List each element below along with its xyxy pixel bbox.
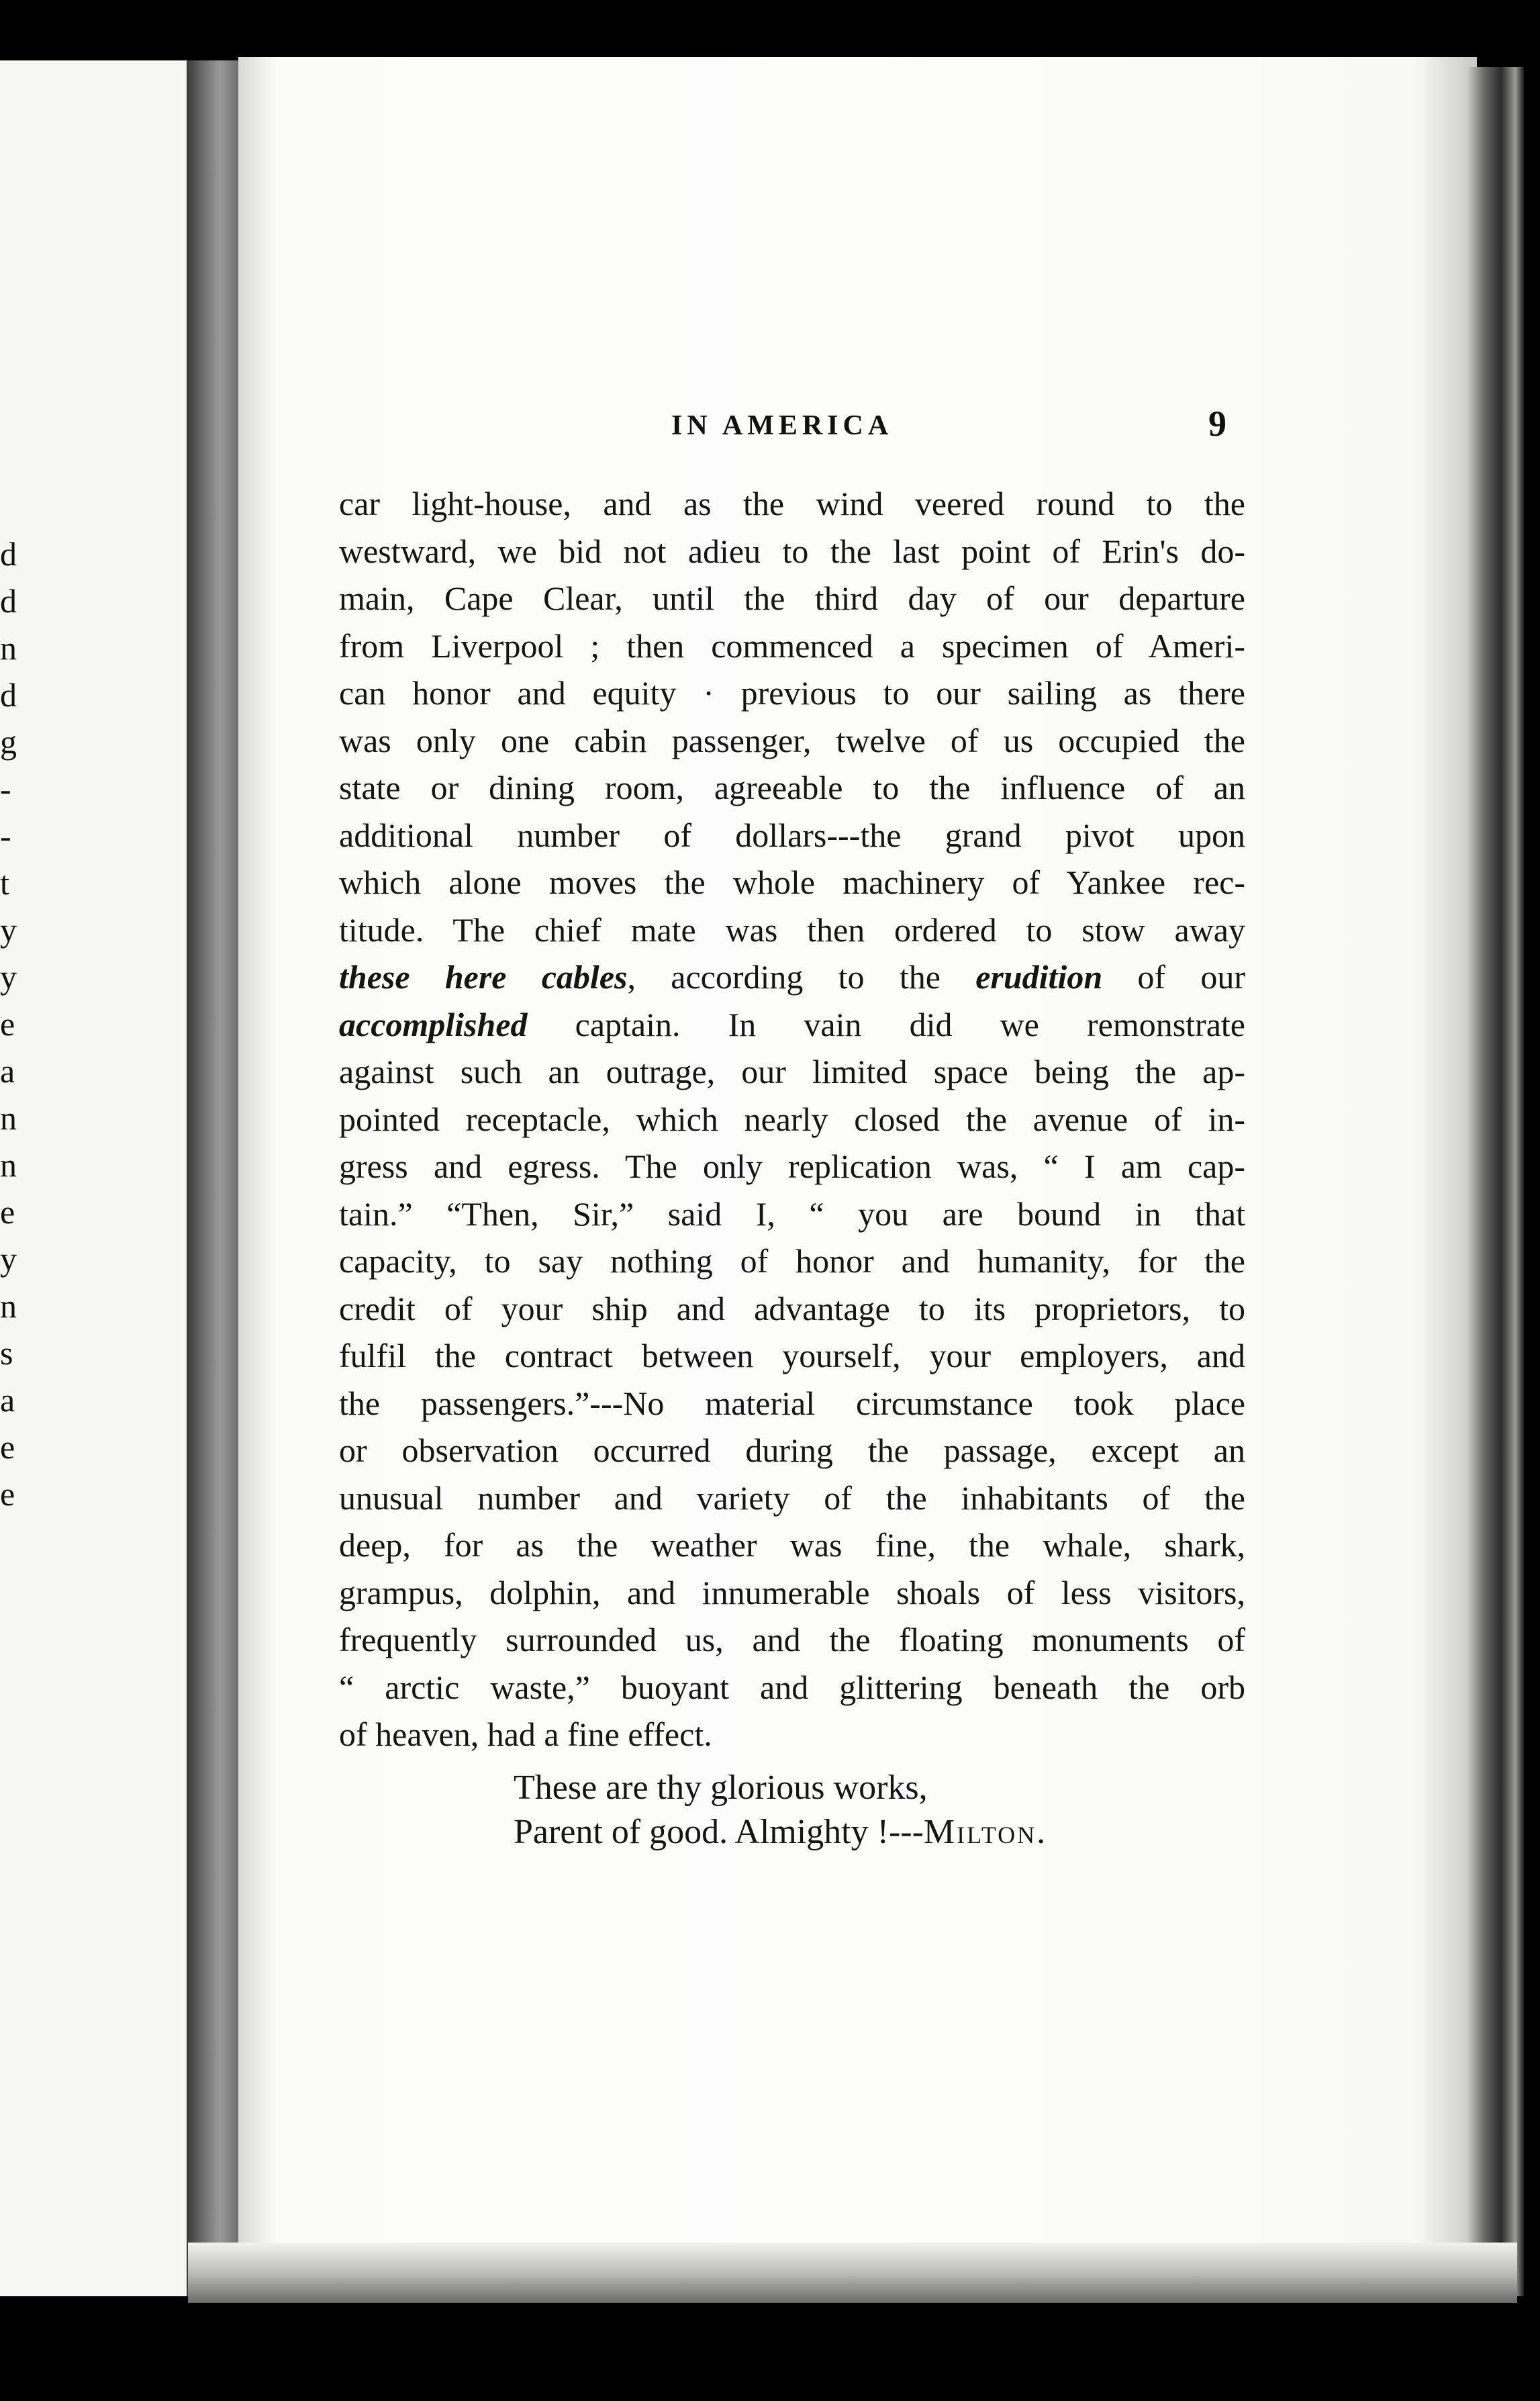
text-line: titude. The chief mate was then ordered to stow away [339,910,1245,949]
text-line: capacity, to say nothing of honor and humanity, for the [339,1242,1245,1280]
edge-char: d [0,676,17,714]
bottom-page-edge [188,2243,1517,2303]
line-segment: , according to the [627,958,976,996]
edge-char: y [0,911,17,949]
left-page-edge-text [0,530,27,1517]
text-line: against such an outrage, our limited space being the ap- [339,1053,1245,1090]
text-line: was only one cabin passenger, twelve of us occupied the [339,721,1245,759]
italic-phrase: erudition [975,958,1103,996]
page-edge-stack [1467,67,1524,2296]
text-line: tain.” “Then, Sir,” said I, “ you are bound in that [339,1194,1245,1233]
text-line: grampus, dolphin, and innumerable shoals of less visitors, [339,1573,1245,1611]
edge-char: - [0,770,11,808]
quote-author: Milton. [923,1813,1048,1851]
text-line: deep, for as the weather was fine, the whale, shark, [339,1526,1245,1564]
text-line: westward, we bid not adieu to the last point of Erin's do- [339,532,1245,570]
text-line: of heaven, had a fine effect. [339,1715,712,1753]
edge-char: a [0,1381,15,1419]
edge-char: e [0,1005,15,1043]
text-line: frequently surrounded us, and the floating monuments of [339,1621,1245,1658]
text-line: “ arctic waste,” buoyant and glittering beneath the orb [339,1668,1245,1706]
line-segment: of our [1102,958,1245,996]
edge-char: - [0,817,11,855]
edge-char: n [0,629,17,667]
text-line: can honor and equity · previous to our sailing as there [339,674,1245,712]
text-line: fulfil the contract between yourself, your employers, and [339,1337,1245,1374]
edge-char: e [0,1428,15,1466]
text-line: which alone moves the whole machinery of Yankee rec- [339,863,1245,901]
edge-char: s [0,1334,13,1372]
left-page-fragment [0,60,201,2296]
edge-char: g [0,723,17,761]
edge-char: t [0,864,9,902]
text-line: main, Cape Clear, until the third day of our departure [339,579,1245,617]
text-line: unusual number and variety of the inhabitants of the [339,1478,1245,1517]
text-line: state or dining room, agreeable to the influence of an [339,769,1245,806]
page-number: 9 [1208,404,1226,444]
verse-quotation [514,1766,1252,1854]
line-segment: captain. In vain did we remonstrate [527,1005,1245,1043]
italic-phrase: accomplished [339,1005,528,1043]
edge-char: n [0,1146,17,1184]
edge-char: n [0,1287,17,1325]
text-line: or observation occurred during the passage, except an [339,1431,1245,1469]
text-line: credit of your ship and advantage to its proprietors, to [339,1289,1245,1327]
text-line: pointed receptacle, which nearly closed the avenue of in- [339,1100,1245,1138]
text-line: the passengers.”---No material circumstance took place [339,1384,1245,1422]
text-line [339,953,1245,1001]
edge-char: e [0,1193,15,1231]
quote-line: These are thy glorious works, [514,1769,928,1807]
text-line: from Liverpool ; then commenced a specimen of Ameri- [339,626,1245,665]
edge-char: n [0,1099,17,1137]
edge-char: d [0,535,17,573]
edge-char: y [0,1240,17,1278]
running-head: IN AMERICA [671,410,894,441]
edge-char: a [0,1052,15,1090]
text-line: car light-house, and as the wind veered round to the [339,485,1245,522]
text-line: additional number of dollars---the grand pivot upon [339,816,1245,854]
quote-line [514,1810,1252,1854]
quote-text: Parent of good. Almighty !--- [514,1813,924,1851]
body-text [339,480,1245,1758]
edge-char: e [0,1475,15,1513]
text-line: gress and egress. The only replication was, “ I am cap- [339,1147,1245,1185]
edge-char: y [0,958,17,996]
italic-phrase: these here cables [339,958,628,996]
edge-char: d [0,582,17,620]
text-line [339,1001,1245,1049]
